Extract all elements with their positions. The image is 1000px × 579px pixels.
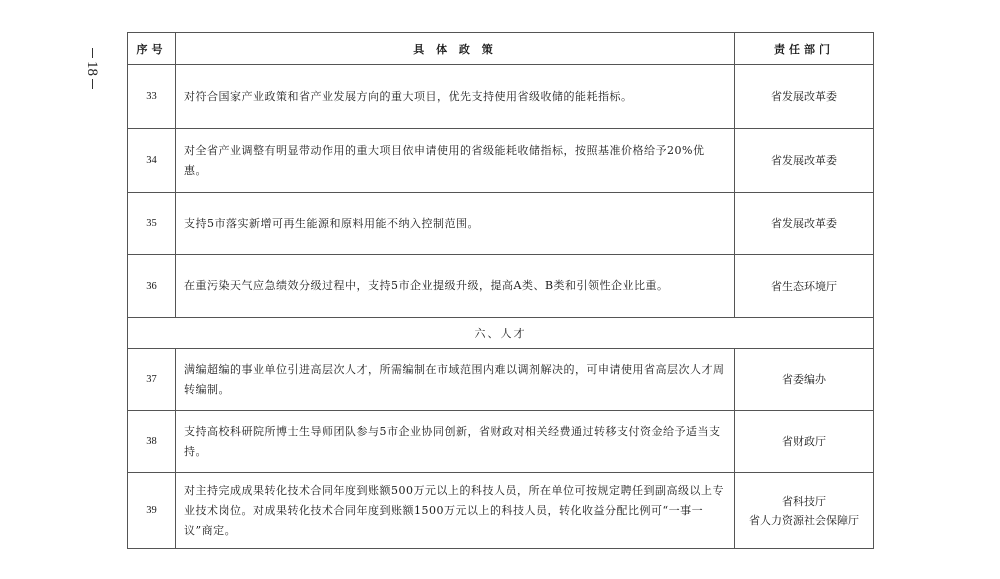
row-number: 36 [128, 255, 176, 318]
row-dept [735, 411, 874, 473]
row-number: 33 [128, 65, 176, 129]
row-number: 34 [128, 129, 176, 193]
dept-name: 省发展改革委 [771, 217, 837, 230]
row-number: 38 [128, 411, 176, 473]
header-serial: 序号 [128, 33, 176, 65]
row-policy: 对主持完成成果转化技术合同年度到账额500万元以上的科技人员，所在单位可按规定聘任到副高级以上专业技术岗位。对成果转化技术合同年度到账额1500万元以上的科技人员，转化收益分配比例可“一事一议”商定。 [176, 473, 735, 549]
page-number-text: 18 [84, 61, 100, 76]
table-row [128, 65, 874, 129]
dept-name: 省财政厅 [782, 435, 826, 448]
dept-name: 省科技厅 [782, 494, 826, 508]
row-policy: 在重污染天气应急绩效分级过程中，支持5市企业提级升级，提高A类、B类和引领性企业比重。 [176, 255, 735, 318]
dept-name: 省发展改革委 [771, 154, 837, 167]
table-row [128, 473, 874, 549]
row-policy: 支持5市落实新增可再生能源和原料用能不纳入控制范围。 [176, 193, 735, 255]
table-row [128, 349, 874, 411]
dept-name: 省人力资源社会保障厅 [749, 513, 859, 527]
row-number: 37 [128, 349, 176, 411]
table-header-row [128, 33, 874, 65]
page-number-dash-top [92, 48, 93, 58]
row-policy: 对全省产业调整有明显带动作用的重大项目依申请使用的省级能耗收储指标，按照基准价格给予20%优惠。 [176, 129, 735, 193]
row-number: 39 [128, 473, 176, 549]
row-dept [735, 193, 874, 255]
page-number [80, 48, 104, 108]
dept-name: 省生态环境厅 [771, 279, 837, 293]
row-dept [735, 473, 874, 549]
table-row [128, 255, 874, 318]
dept-name: 省发展改革委 [771, 90, 837, 103]
row-dept [735, 129, 874, 193]
policy-table [127, 32, 874, 549]
section-row [128, 318, 874, 349]
row-policy: 满编超编的事业单位引进高层次人才，所需编制在市域范围内难以调剂解决的，可申请使用省高层次人才周转编制。 [176, 349, 735, 411]
page-number-dash-bottom [92, 79, 93, 89]
row-dept [735, 65, 874, 129]
row-number: 35 [128, 193, 176, 255]
dept-name: 省委编办 [782, 373, 826, 386]
header-policy: 具 体 政 策 [176, 33, 735, 65]
row-dept [735, 255, 874, 318]
table-row [128, 129, 874, 193]
table-row [128, 411, 874, 473]
section-title: 六、人才 [128, 318, 874, 349]
row-dept [735, 349, 874, 411]
table-row [128, 193, 874, 255]
row-policy: 对符合国家产业政策和省产业发展方向的重大项目，优先支持使用省级收储的能耗指标。 [176, 65, 735, 129]
header-dept: 责任部门 [735, 33, 874, 65]
row-policy: 支持高校科研院所博士生导师团队参与5市企业协同创新，省财政对相关经费通过转移支付资金给予适当支持。 [176, 411, 735, 473]
